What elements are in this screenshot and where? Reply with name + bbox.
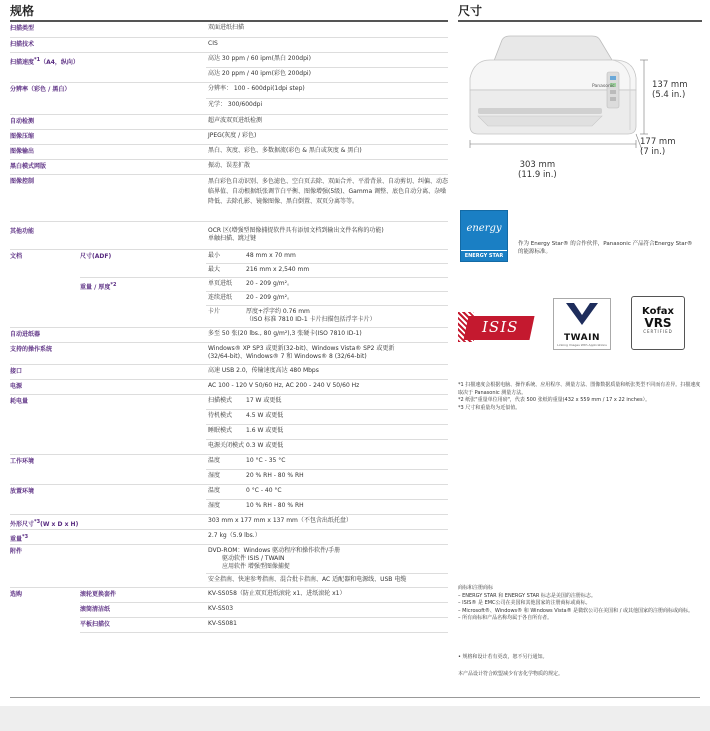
spec-value: 双面进纸扫描 xyxy=(206,22,448,37)
spec-value: 17 W 或更低 xyxy=(244,394,448,409)
spec-label: 支持的操作系统 xyxy=(10,342,206,364)
spec-label: 黑白模式网版 xyxy=(10,159,206,174)
spec-value: 超声波双页进纸检测 xyxy=(206,114,448,129)
spec-key: 单页进纸 xyxy=(206,277,244,291)
energy-star-text: 作为 Energy Star® 的合作伙伴，Panasonic 产品符合Energy Star® 的能源标准。 xyxy=(518,241,693,255)
spec-key: 待机模式 xyxy=(206,409,244,424)
spec-value: 1.6 W 或更低 xyxy=(244,424,448,439)
footnotes: *1 扫描速度会根据电脑、操作系统、应用程序、测量方法、图像数据质量和纸张类型不同而有差异。扫描速度取决于 Panasonic 测量方法。 *2 纸张"重量单位用磅"，代表 500 张纸的重量(432 x 559 mm / 17 x 22 inches）。 *3 尺寸和重量均为近似值。 xyxy=(458,382,701,411)
width-dimension: 303 mm (11.9 in.) xyxy=(518,160,557,180)
size-heading: 尺寸 xyxy=(458,0,702,22)
spec-value: 0 °C - 40 °C xyxy=(244,484,448,499)
energy-script: energy xyxy=(466,223,502,234)
table-row xyxy=(10,129,448,144)
spec-key: 最小 xyxy=(206,249,244,263)
spec-label: 选购 xyxy=(10,590,23,598)
spec-label: 自动进纸器 xyxy=(10,327,206,342)
table-row xyxy=(10,544,448,573)
isis-logo: ISIS xyxy=(458,308,536,346)
spec-value: 4.5 W 或更低 xyxy=(244,409,448,424)
energy-star-logo: energy ENERGY STAR xyxy=(460,210,508,262)
rohs-note: 本产品设计符合欧盟减少有害化学物质的规定。 xyxy=(458,671,564,677)
spec-value: 303 mm x 177 mm x 137 mm（不包含出纸托盘） xyxy=(206,514,448,529)
spec-sublabel: 滚筒清洁纸 xyxy=(80,602,206,617)
table-row xyxy=(10,394,448,409)
table-row xyxy=(10,52,448,67)
spec-label: 重量$^{*3}$ xyxy=(10,529,206,544)
spec-value: DVD-ROM：Windows 驱动程序和操作软件/手册 驱动软件 ISIS / TWAIN 应用软件 增强型图像捕捉 xyxy=(206,544,448,573)
spec-key: 卡片 xyxy=(206,305,244,327)
spec-value: KV-SS03 xyxy=(206,602,448,617)
twain-logo: TWAIN Linking Images With Applications xyxy=(553,298,611,350)
spec-value: 高速 USB 2.0，传输速度高达 480 Mbps xyxy=(206,364,448,379)
footer-divider xyxy=(10,697,700,698)
table-row xyxy=(10,327,448,342)
spec-value: 黑白、灰度、彩色、多数据流(彩色 & 黑白或灰度 & 黑白) xyxy=(206,144,448,159)
spec-label: 扫描技术 xyxy=(10,37,80,52)
spec-label: 放置环境 xyxy=(10,484,206,514)
trademarks: 商标和注册商标 – ENERGY STAR 和 ENERGY STAR 标志是美国的注册标志。 – ISIS® 是 EMC公司在美国和其他国家的注册商标或商标。 – Microsoft®、Windows® 和 Windows Vista® 是微软公司在美国和 / 或其他国家的注册商标或商标。 – 所有商标和产品名称均属于各自所有者。 xyxy=(458,585,694,621)
spec-label: 扫描类型 xyxy=(10,22,80,37)
spec-label: 电源 xyxy=(10,379,206,394)
spec-sublabel: 平板扫描仪 xyxy=(80,617,206,632)
spec-label: 图像压缩 xyxy=(10,129,206,144)
spec-value: 多至 50 张(20 lbs., 80 g/m²),3 张硬卡(ISO 7810 ID-1) xyxy=(206,327,448,342)
disclaimer: • 规格和设计若有更改，恕不另行通知。 xyxy=(458,654,548,660)
spec-value: AC 100 - 120 V 50/60 Hz, AC 200 - 240 V 50/60 Hz xyxy=(206,379,448,394)
spec-heading: 规格 xyxy=(10,0,448,22)
spec-value: 48 mm x 70 mm xyxy=(244,249,448,263)
spec-column xyxy=(10,0,448,633)
table-row xyxy=(10,454,448,469)
table-row xyxy=(10,587,448,602)
spec-label: 耗电量 xyxy=(10,397,29,405)
spec-value: CIS xyxy=(206,37,448,52)
size-column xyxy=(458,0,702,677)
table-row xyxy=(10,174,448,221)
spec-key: 湿度 xyxy=(206,469,244,484)
spec-sublabel: 重量 / 厚度$^{*2}$ xyxy=(80,281,117,291)
spec-value: 厚度+浮字约 0.76 mm （ISO 标准 7810 ID-1 卡片扫描包括浮字卡片） xyxy=(244,305,448,327)
bottom-bar xyxy=(0,706,710,731)
spec-label: 文档 xyxy=(10,252,23,260)
spec-key: 电源关闭模式 xyxy=(206,439,244,454)
table-row xyxy=(10,529,448,544)
spec-label: 其他功能 xyxy=(10,221,206,249)
spec-key: 扫描模式 xyxy=(206,394,244,409)
spec-value: KV-SS081 xyxy=(206,617,448,632)
depth-dimension: 177 mm (7 in.) xyxy=(640,137,676,157)
table-row xyxy=(10,114,448,129)
spec-value: 振动、误差扩散 xyxy=(206,159,448,174)
spec-value: 高达 30 ppm / 60 ipm(黑白 200dpi) xyxy=(206,52,448,67)
spec-value: JPEG(灰度 / 彩色) xyxy=(206,129,448,144)
table-row xyxy=(10,249,448,263)
spec-key: 温度 xyxy=(206,484,244,499)
spec-label: 工作环境 xyxy=(10,454,206,484)
spec-table xyxy=(10,22,448,633)
spec-value: 2.7 kg（5.9 lbs.） xyxy=(206,529,448,544)
spec-label: 分辨率（彩色 / 黑白） xyxy=(10,82,206,114)
table-row xyxy=(10,22,448,37)
kofax-vrs-logo: Kofax VRS CERTIFIED xyxy=(631,296,685,350)
spec-value: 0.3 W 或更低 xyxy=(244,439,448,454)
table-row xyxy=(10,484,448,499)
spec-label: 外形尺寸$^{*3}$(W x D x H) xyxy=(10,514,206,529)
spec-label: 接口 xyxy=(10,364,206,379)
twain-icon xyxy=(554,299,610,329)
spec-value: 20 - 209 g/m²。 xyxy=(244,277,448,291)
table-row xyxy=(10,342,448,364)
spec-value: 安全指南、快速参考指南、混合批卡指南、AC 适配器和电源线、USB 电缆 xyxy=(206,573,448,587)
spec-sublabel: 滚轮更换套件 xyxy=(80,587,206,602)
spec-value: 10 °C - 35 °C xyxy=(244,454,448,469)
spec-value: KV-SS058（防止双页进纸滚轮 x1、进纸滚轮 x1） xyxy=(206,587,448,602)
spec-value: Windows® XP SP3 或更新(32-bit)、Windows Vista® SP2 或更新 (32/64-bit)、Windows® 7 和 Windows® 8 (32/64-bit) xyxy=(206,342,448,364)
table-row xyxy=(10,159,448,174)
height-dimension: 137 mm (5.4 in.) xyxy=(652,80,688,100)
spec-value: 分辨率： 100 - 600dpi(1dpi step) xyxy=(206,82,448,98)
spec-value: 黑白彩色自动识别、多色滤色、空白页去除、双面合并、平滑背景、自动剪切、纠偏、动态临界值、自动根据纸张调节白平衡、图像增强(5级)、Gamma 调整、底色自动分离、杂噪降低、去除孔影、镜像图像、黑白倒置、双页分离等等。 xyxy=(206,174,448,221)
table-row xyxy=(10,514,448,529)
brand-label: Panasonic xyxy=(592,84,615,89)
spec-value: 20 - 209 g/m²。 xyxy=(244,291,448,305)
spec-value: 216 mm x 2,540 mm xyxy=(244,263,448,277)
spec-value: 20 % RH - 80 % RH xyxy=(244,469,448,484)
spec-label: 扫描速度$^{*1}$（A4，纵向） xyxy=(10,56,79,66)
spec-key: 温度 xyxy=(206,454,244,469)
spec-key: 湿度 xyxy=(206,499,244,514)
table-row xyxy=(10,221,448,249)
table-row xyxy=(10,144,448,159)
spec-key: 最大 xyxy=(206,263,244,277)
spec-key: 连续进纸 xyxy=(206,291,244,305)
table-row xyxy=(10,364,448,379)
table-row xyxy=(10,379,448,394)
spec-value: 高达 20 ppm / 40 ipm(彩色 200dpi) xyxy=(206,67,448,82)
spec-label: 附件 xyxy=(10,544,206,587)
spec-key: 睡眠模式 xyxy=(206,424,244,439)
spec-label: 图像控制 xyxy=(10,174,206,221)
spec-sublabel: 尺寸(ADF) xyxy=(80,249,206,277)
spec-label: 图像输出 xyxy=(10,144,206,159)
spec-label: 自动检测 xyxy=(10,114,206,129)
spec-value: OCR 区(增强型图像捕捉软件具有添加文档到输出文件名称的功能) 单触扫描、跳过键 xyxy=(206,221,448,249)
spec-value: 光学： 300/600dpi xyxy=(206,98,448,114)
table-row xyxy=(10,82,448,98)
spec-value: 10 % RH - 80 % RH xyxy=(244,499,448,514)
table-row xyxy=(10,37,448,52)
